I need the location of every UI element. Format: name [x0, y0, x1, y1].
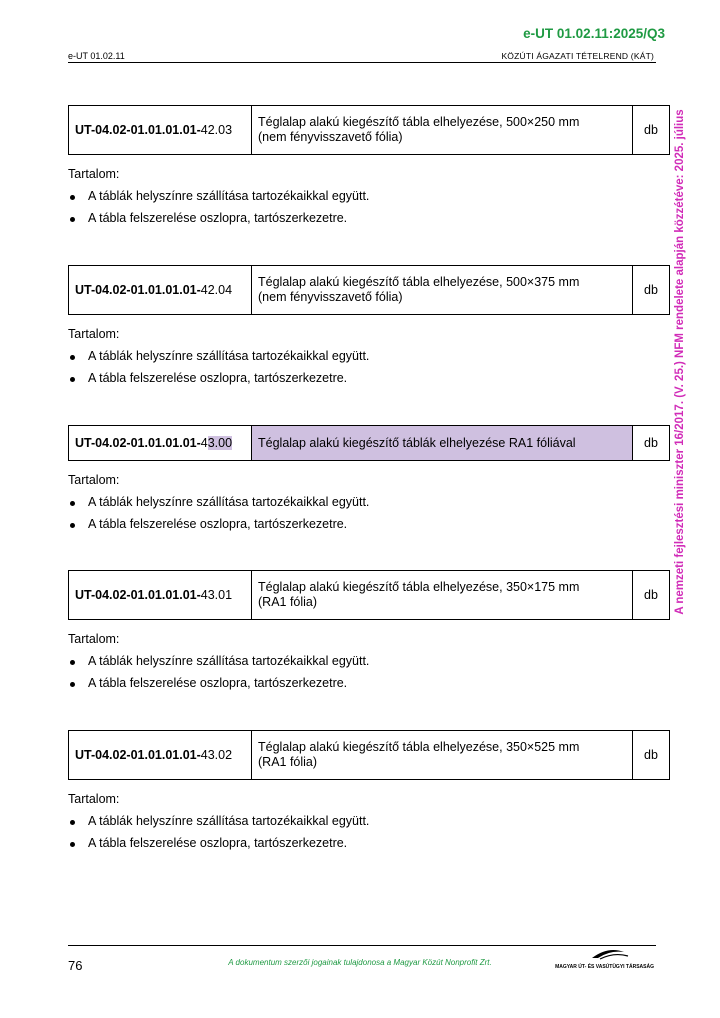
- item-code: UT-04.02-01.01.01.01-42.04: [69, 266, 252, 315]
- contents-label: Tartalom:: [68, 167, 120, 181]
- header-divider: [68, 62, 656, 63]
- item-code: UT-04.02-01.01.01.01-43.01: [69, 571, 252, 620]
- item-42-03: [68, 105, 670, 229]
- item-description: Téglalap alakú kiegészítő tábla elhelyezése, 350×175 mm (RA1 fólia): [252, 571, 633, 620]
- item-43-00: [68, 425, 670, 535]
- contents-label: Tartalom:: [68, 792, 120, 806]
- list-item: A tábla felszerelése oszlopra, tartószerkezetre.: [68, 207, 670, 229]
- publication-note: [671, 95, 689, 630]
- contents-label: Tartalom:: [68, 327, 120, 341]
- item-description: Téglalap alakú kiegészítő tábla elhelyezése, 500×250 mm (nem fényvisszavető fólia): [252, 106, 633, 155]
- document-code: e-UT 01.02.11:2025/Q3: [523, 26, 665, 41]
- item-unit: db: [633, 106, 670, 155]
- item-unit: db: [633, 266, 670, 315]
- contents-label: Tartalom:: [68, 473, 120, 487]
- copyright-notice: A dokumentum szerzői jogainak tulajdonosa a Magyar Közút Nonprofit Zrt.: [228, 958, 492, 967]
- item-table: [68, 105, 670, 155]
- item-contents: [68, 323, 670, 389]
- item-contents: [68, 163, 670, 229]
- list-item: A táblák helyszínre szállítása tartozékaikkal együtt.: [68, 650, 670, 672]
- list-item: A tábla felszerelése oszlopra, tartószerkezetre.: [68, 367, 670, 389]
- item-description-highlighted: Téglalap alakú kiegészítő táblák elhelyezése RA1 fóliával: [252, 426, 633, 461]
- page-number: 76: [68, 958, 83, 973]
- header-left: e-UT 01.02.11: [68, 51, 125, 61]
- list-item: A táblák helyszínre szállítása tartozékaikkal együtt.: [68, 810, 670, 832]
- list-item: A táblák helyszínre szállítása tartozékaikkal együtt.: [68, 185, 670, 207]
- item-code: UT-04.02-01.01.01.01-42.03: [69, 106, 252, 155]
- list-item: A tábla felszerelése oszlopra, tartószerkezetre.: [68, 832, 670, 854]
- list-item: A táblák helyszínre szállítása tartozékaikkal együtt.: [68, 491, 670, 513]
- item-description: Téglalap alakú kiegészítő tábla elhelyezése, 500×375 mm (nem fényvisszavető fólia): [252, 266, 633, 315]
- highlighted-code: 3.00: [207, 436, 233, 450]
- item-table: [68, 425, 670, 461]
- publication-note-text: A nemzeti fejlesztési miniszter 16/2017. (V. 25.) NFM rendelete alapján közzétéve: 2025. július: [674, 109, 686, 615]
- company-logo: [555, 946, 654, 970]
- item-43-02: [68, 730, 670, 854]
- list-item: A táblák helyszínre szállítása tartozékaikkal együtt.: [68, 345, 670, 367]
- item-code: UT-04.02-01.01.01.01-43.00: [69, 426, 252, 461]
- item-table: [68, 730, 670, 780]
- list-item: A tábla felszerelése oszlopra, tartószerkezetre.: [68, 513, 670, 535]
- item-unit: db: [633, 426, 670, 461]
- contents-label: Tartalom:: [68, 632, 120, 646]
- item-description: Téglalap alakú kiegészítő tábla elhelyezése, 350×525 mm (RA1 fólia): [252, 731, 633, 780]
- list-item: A tábla felszerelése oszlopra, tartószerkezetre.: [68, 672, 670, 694]
- item-table: [68, 265, 670, 315]
- item-code: UT-04.02-01.01.01.01-43.02: [69, 731, 252, 780]
- item-unit: db: [633, 571, 670, 620]
- item-contents: [68, 469, 670, 535]
- item-table: [68, 570, 670, 620]
- header-right: KÖZÚTI ÁGAZATI TÉTELREND (KÁT): [501, 51, 654, 61]
- item-unit: db: [633, 731, 670, 780]
- item-42-04: [68, 265, 670, 389]
- item-contents: [68, 628, 670, 694]
- logo-text: MAGYAR ÚT- ÉS VASÚTÜGYI TÁRSASÁG: [555, 964, 654, 970]
- item-43-01: [68, 570, 670, 694]
- item-contents: [68, 788, 670, 854]
